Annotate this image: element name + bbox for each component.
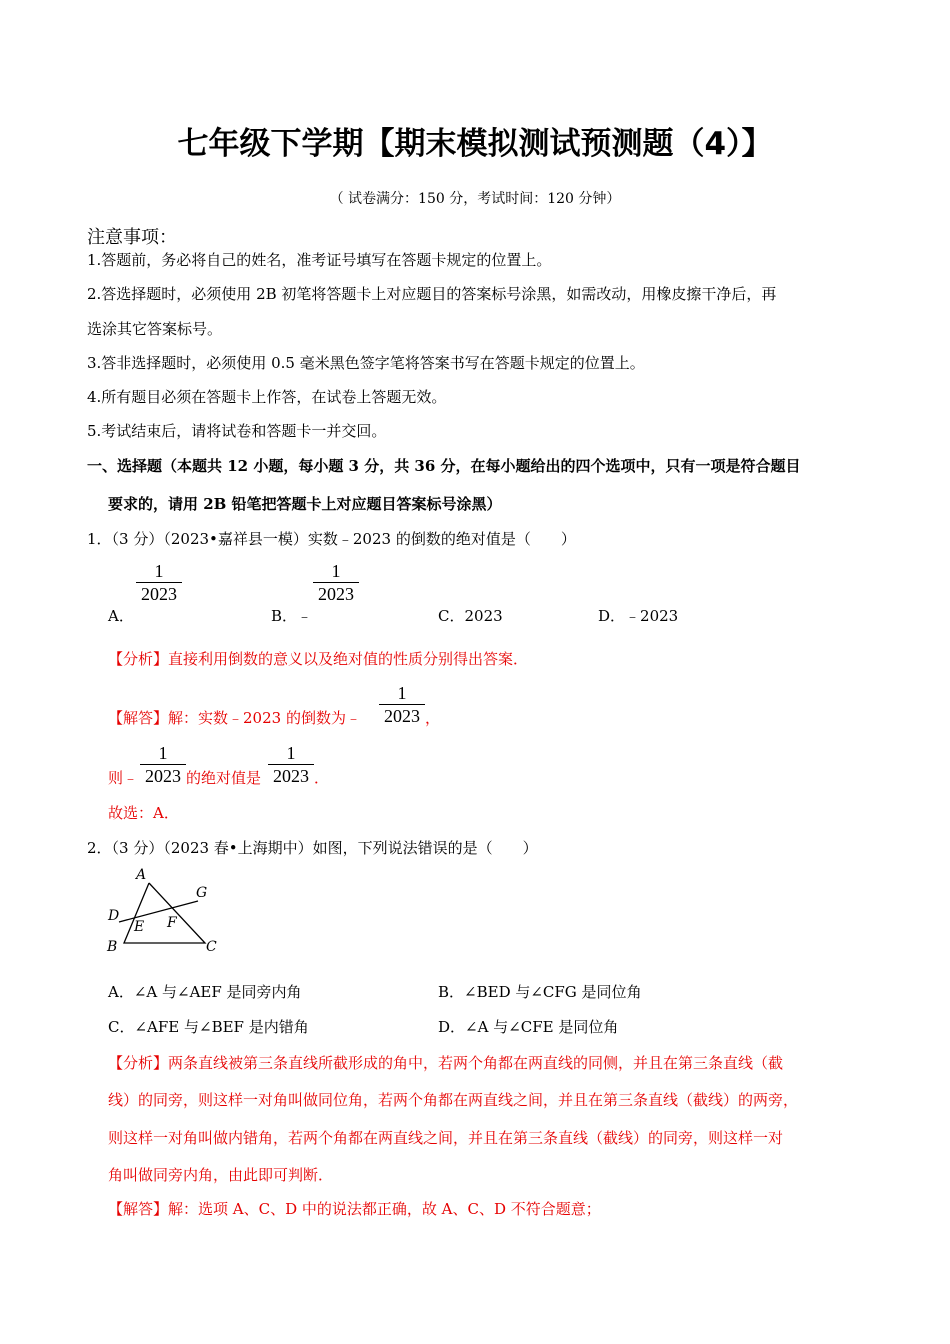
exam-info: （ 试卷满分：150 分，考试时间：120 分钟）	[329, 191, 621, 207]
label-b: B	[107, 939, 118, 955]
notice-item: 4.所有题目必须在答题卡上作答，在试卷上答题无效。	[87, 388, 447, 406]
numerator: 1	[268, 742, 314, 765]
denominator: 2023	[384, 706, 420, 726]
option-b: B．﹣	[271, 607, 313, 625]
option-b: B．∠BED 与∠CFG 是同位角	[438, 983, 642, 1001]
notice-item: 1.答题前，务必将自己的姓名，准考证号填写在答题卡规定的位置上。	[87, 251, 552, 269]
label-e: E	[134, 919, 145, 935]
q1-choice: 故选：A．	[108, 804, 179, 822]
label-g: G	[196, 885, 208, 901]
label-c: C	[206, 939, 217, 955]
option-d: D．﹣2023	[598, 607, 679, 625]
question-1-stem: 1．（3 分）（2023•嘉祥县一模）实数﹣2023 的倒数的绝对值是（ ）	[87, 530, 576, 548]
q2-solution: 【解答】解：选项 A、C、D 中的说法都正确，故 A、C、D 不符合题意；	[108, 1200, 601, 1218]
denominator: 2023	[141, 584, 177, 604]
notice-item: 5.考试结束后，请将试卷和答题卡一并交回。	[87, 422, 387, 440]
fraction	[268, 742, 314, 787]
punctuation: ，	[425, 709, 441, 727]
punctuation: ．	[314, 769, 330, 787]
triangle-figure	[100, 862, 230, 957]
numerator: 1	[136, 560, 182, 583]
notice-heading: 注意事项：	[87, 227, 177, 248]
denominator: 2023	[145, 766, 181, 786]
q2-analysis-line: 【分析】两条直线被第三条直线所截形成的角中，若两个角都在两直线的同侧，并且在第三条直线（截	[108, 1054, 784, 1072]
page-title: 七年级下学期【期末模拟测试预测题（4）】	[177, 126, 773, 162]
q1-solution-text: 的绝对值是	[186, 769, 262, 787]
denominator: 2023	[273, 766, 309, 786]
q2-analysis-line: 则这样一对角叫做内错角，若两个角都在两直线之间，并且在第三条直线（截线）的同旁，则这样一对	[108, 1129, 784, 1147]
denominator: 2023	[318, 584, 354, 604]
label-f: F	[167, 915, 177, 931]
label-a: A	[136, 867, 147, 883]
numerator: 1	[140, 742, 186, 765]
q1-solution-line2: 则﹣	[108, 769, 139, 787]
option-a: A．	[108, 607, 134, 625]
notice-item: 选涂其它答案标号。	[87, 320, 223, 338]
section-heading: 一、选择题（本题共 12 小题，每小题 3 分，共 36 分，在每小题给出的四个选项中，只有一项是符合题目	[87, 457, 801, 475]
line-dg	[119, 901, 198, 922]
fraction	[140, 742, 186, 787]
q2-analysis-line: 线）的同旁，则这样一对角叫做同位角，若两个角都在两直线之间，并且在第三条直线（截线）的两旁，	[108, 1091, 799, 1109]
fraction-option-a	[136, 560, 182, 605]
option-c: C．∠AFE 与∠BEF 是内错角	[108, 1018, 309, 1036]
fraction-option-b	[313, 560, 359, 605]
fraction	[379, 682, 425, 727]
section-heading-cont: 要求的，请用 2B 铅笔把答题卡上对应题目答案标号涂黑）	[108, 495, 502, 513]
question-2-stem: 2．（3 分）（2023 春•上海期中）如图，下列说法错误的是（ ）	[87, 839, 538, 857]
label-d: D	[108, 908, 120, 924]
option-c: C．2023	[438, 607, 503, 625]
q2-analysis-line: 角叫做同旁内角，由此即可判断．	[108, 1166, 334, 1184]
notice-item: 2.答选择题时，必须使用 2B 初笔将答题卡上对应题目的答案标号涂黑，如需改动，用橡皮擦干净后，再	[87, 285, 777, 303]
q1-solution-line1: 【解答】解：实数﹣2023 的倒数为﹣	[108, 709, 361, 727]
notice-item: 3.答非选择题时，必须使用 0.5 毫米黑色签字笔将答案书写在答题卡规定的位置上。	[87, 354, 645, 372]
numerator: 1	[379, 682, 425, 705]
option-a: A．∠A 与∠AEF 是同旁内角	[108, 983, 302, 1001]
option-d: D．∠A 与∠CFE 是同位角	[438, 1018, 619, 1036]
numerator: 1	[313, 560, 359, 583]
q1-analysis: 【分析】直接利用倒数的意义以及绝对值的性质分别得出答案．	[108, 650, 529, 668]
